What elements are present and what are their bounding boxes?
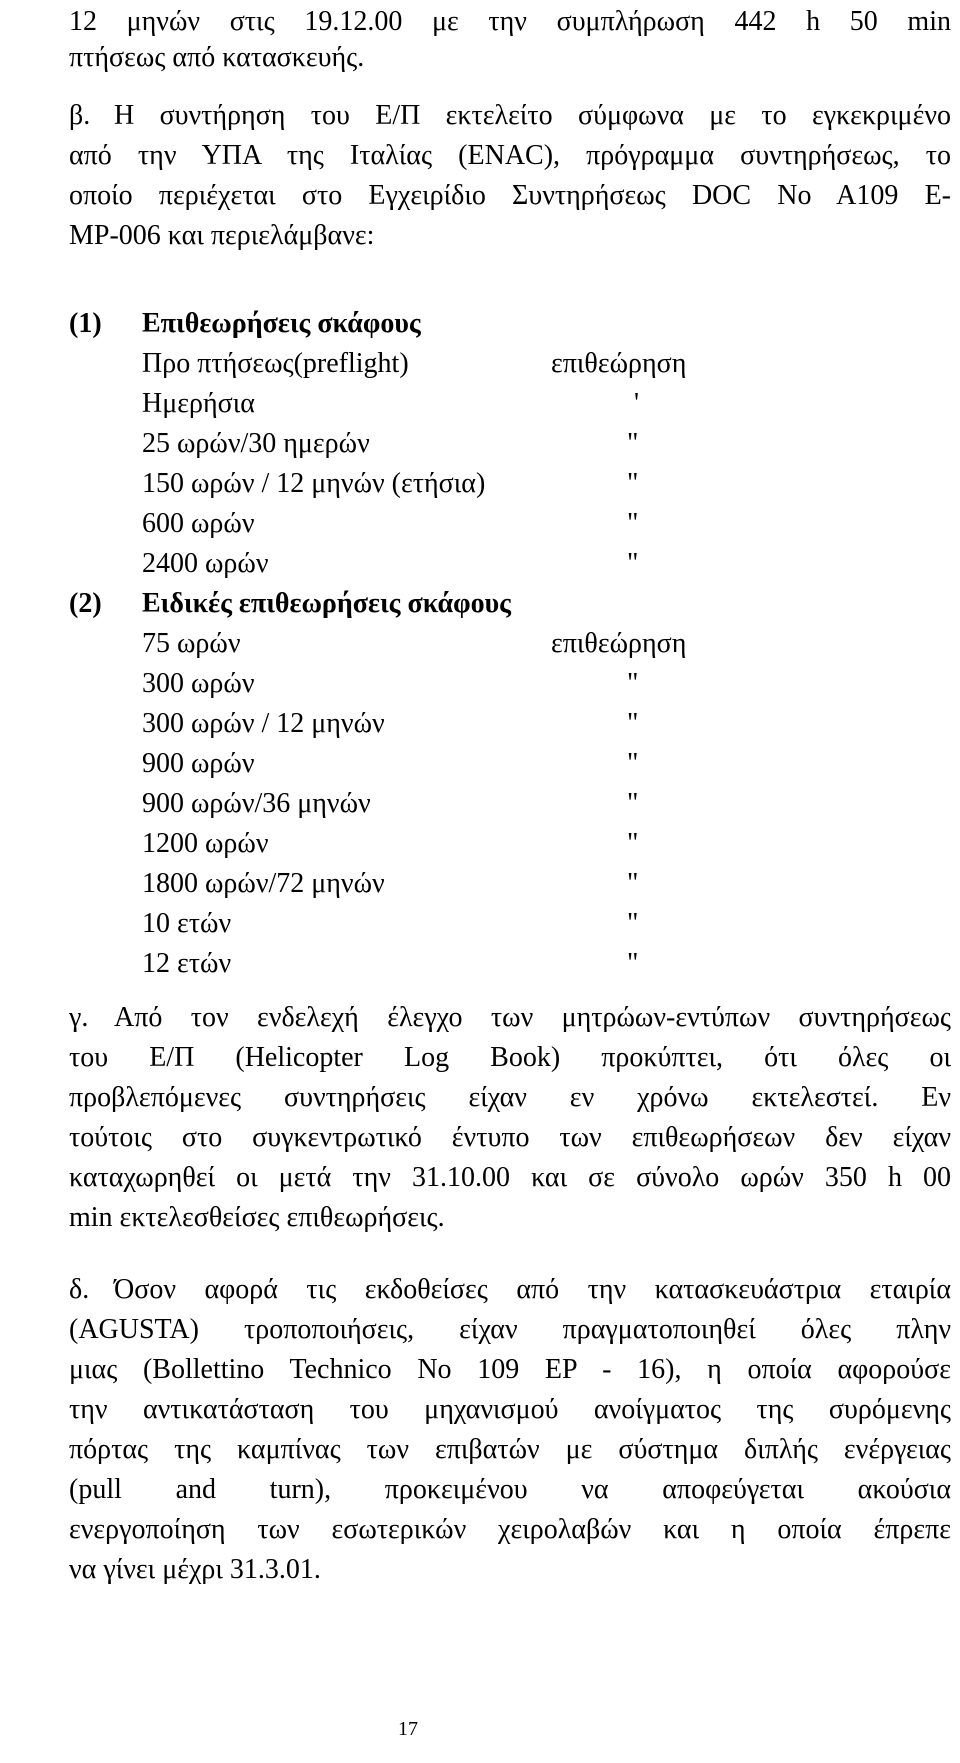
beta-line-1: Η συντήρηση του Ε/Π εκτελείτο σύμφωνα με το εγκεκριμένο <box>114 100 951 131</box>
delta-line-6: (pull and turn), προκειμένου να αποφεύγεται ακούσια <box>69 1474 951 1505</box>
delta-line-8: να γίνει μέχρι 31.3.01. <box>69 1554 321 1585</box>
intro-text-1: 12 μηνών στις 19.12.00 με την συμπλήρωση 442 h 50 min <box>69 6 951 37</box>
section2-row-label: 300 ωρών / 12 μηνών <box>142 708 385 739</box>
delta-line-2: (AGUSTA) τροποποιήσεις, είχαν πραγματοποιηθεί όλες πλην <box>69 1314 951 1345</box>
section2-row-value: " <box>627 668 639 699</box>
section2-title: Ειδικές επιθεωρήσεις σκάφους <box>142 588 511 619</box>
section2-row-value: " <box>627 828 639 859</box>
section2-row-value: " <box>627 708 639 739</box>
section2-row-value: " <box>627 748 639 779</box>
delta-line-7: ενεργοποίηση των εσωτερικών χειρολαβών και η οποία έπρεπε <box>69 1514 951 1545</box>
section2-row-label: 75 ωρών <box>142 628 241 659</box>
delta-line-5: πόρτας της καμπίνας των επιβατών με σύστημα διπλής ενέργειας <box>69 1434 951 1465</box>
section1-title: Επιθεωρήσεις σκάφους <box>142 308 421 339</box>
section2-row-value: " <box>627 868 639 899</box>
section2-row-label: 10 ετών <box>142 908 232 939</box>
delta-line-1: Όσον αφορά τις εκδοθείσες από την κατασκευάστρια εταιρία <box>114 1274 951 1305</box>
section1-row-label: Προ πτήσεως(preflight) <box>142 348 409 379</box>
section1-row-label: Ημερήσια <box>142 388 255 419</box>
section1-row-value: " <box>627 548 639 579</box>
section2-row-label: 300 ωρών <box>142 668 255 699</box>
beta-line-4: MP-006 και περιελάμβανε: <box>69 220 375 251</box>
gamma-line-2: του Ε/Π (Helicopter Log Book) προκύπτει, ότι όλες οι <box>69 1042 951 1073</box>
gamma-line-6: min εκτελεσθείσες επιθεωρήσεις. <box>69 1202 445 1233</box>
section1-row-label: 2400 ωρών <box>142 548 269 579</box>
section1-row-value: " <box>627 468 639 499</box>
beta-line-2: από την ΥΠΑ της Ιταλίας (ENAC), πρόγραμμα συντηρήσεως, το <box>69 140 951 171</box>
section1-row-value: " <box>627 508 639 539</box>
beta-marker: β. <box>69 100 91 131</box>
gamma-line-5: καταχωρηθεί οι μετά την 31.10.00 και σε σύνολο ωρών 350 h 00 <box>69 1162 951 1193</box>
page-number: 17 <box>398 1718 418 1740</box>
section2-row-value: " <box>627 948 639 979</box>
section2-row-value: " <box>627 908 639 939</box>
section2-row-value: " <box>627 788 639 819</box>
section2-row-label: 12 ετών <box>142 948 232 979</box>
section1-row-label: 600 ωρών <box>142 508 255 539</box>
section1-row-value: " <box>627 428 639 459</box>
gamma-line-4: τούτοις στο συγκεντρωτικό έντυπο των επιθεωρήσεων δεν είχαν <box>69 1122 951 1153</box>
delta-marker: δ. <box>69 1274 90 1305</box>
intro-line-2: πτήσεως από κατασκευής. <box>69 42 365 73</box>
section2-number: (2) <box>69 588 102 619</box>
section1-row-value: ' <box>634 388 640 419</box>
gamma-marker: γ. <box>69 1002 89 1033</box>
section1-number: (1) <box>69 308 102 339</box>
delta-line-4: την αντικατάσταση του μηχανισμού ανοίγματος της συρόμενης <box>69 1394 951 1425</box>
section2-row-label: 900 ωρών/36 μηνών <box>142 788 371 819</box>
gamma-line-3: προβλεπόμενες συντηρήσεις είχαν εν χρόνω εκτελεστεί. Εν <box>69 1082 951 1113</box>
section1-row-label: 25 ωρών/30 ημερών <box>142 428 370 459</box>
section1-row-value: επιθεώρηση <box>551 348 687 379</box>
delta-line-3: μιας (Bollettino Technico No 109 EP - 16), η οποία αφορούσε <box>69 1354 951 1385</box>
gamma-line-1: Από τον ενδελεχή έλεγχο των μητρώων-εντύπων συντηρήσεως <box>114 1002 951 1033</box>
section2-row-label: 1800 ωρών/72 μηνών <box>142 868 385 899</box>
section2-row-value: επιθεώρηση <box>551 628 687 659</box>
intro-line-1 <box>69 8 951 36</box>
section2-row-label: 1200 ωρών <box>142 828 269 859</box>
beta-line-3: οποίο περιέχεται στο Εγχειρίδιο Συντηρήσεως DOC No A109 E- <box>69 180 951 211</box>
section1-row-label: 150 ωρών / 12 μηνών (ετήσια) <box>142 468 486 499</box>
section2-row-label: 900 ωρών <box>142 748 255 779</box>
